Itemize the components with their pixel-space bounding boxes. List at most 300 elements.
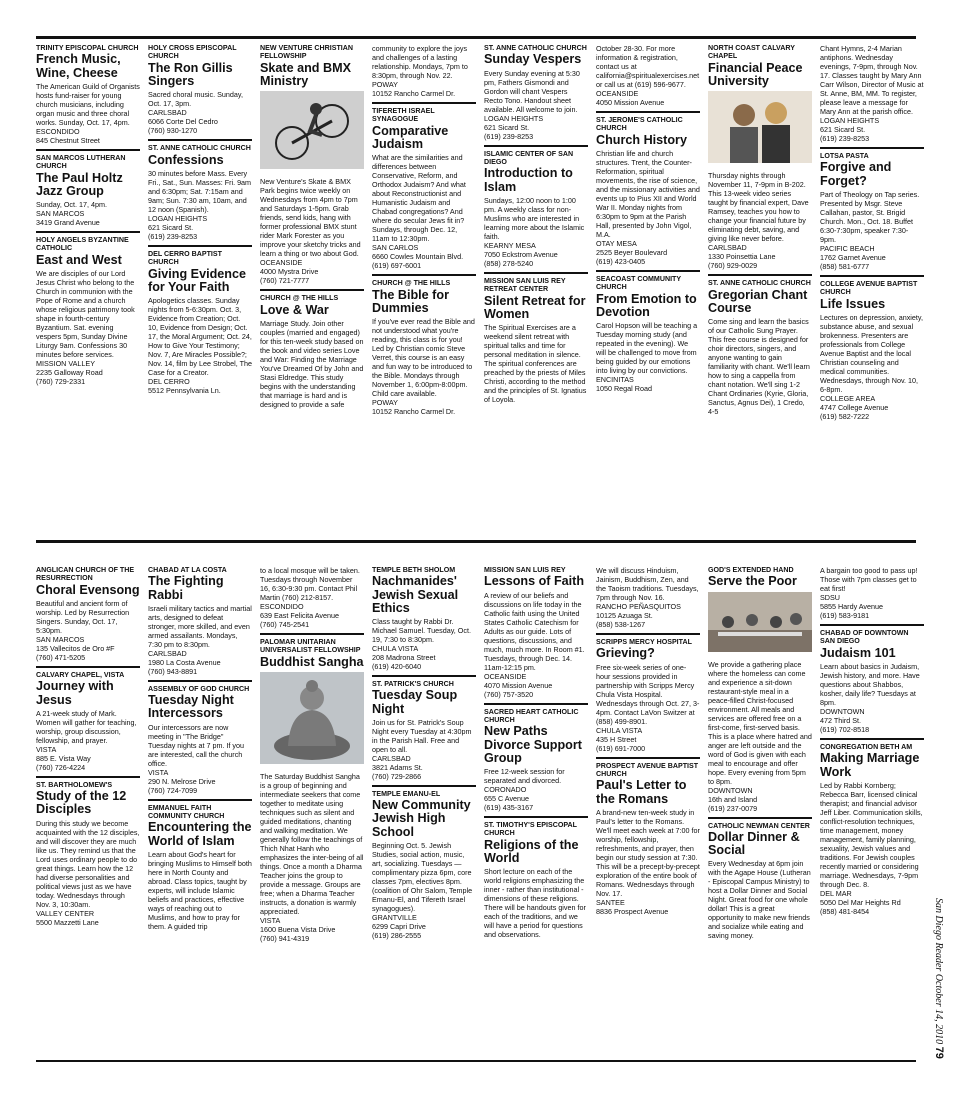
listing-organization: CATHOLIC NEWMAN CENTER	[708, 821, 810, 830]
listing-organization: CHABAD AT LA COSTA	[148, 566, 227, 574]
listing-the-bible-for-dummies	[372, 274, 476, 416]
listing-organization: MISSION SAN LUIS REY	[484, 566, 566, 574]
listing-title: The Paul Holtz Jazz Group	[36, 170, 123, 198]
listing-address-line: MISSION VALLEY	[36, 359, 95, 369]
listing-address-line: (760) 721-7777	[260, 276, 310, 286]
listing-description: Beginning Oct. 5. Jewish Studies, social action, music, art, socializing. Tuesdays — complimentary pizza 6pm, core classes 7pm, electives 8pm. (coalition of Ohr Salom, Temple Emanu-El, and Tifereth Israel synagogues).	[372, 840, 473, 913]
listing-description: Every Wednesday at 6pm join with the Agape House (Lutheran - Episcopal Campus Ministry) to host a Dollar Dinner and Social Night. Great food for one whole dollar! This is a great opportunity to make new friends and socialize while eating and saving money.	[708, 859, 811, 941]
listing-address-line: OCEANSIDE	[260, 258, 303, 268]
listing-address-line: ESCONDIDO	[260, 602, 304, 611]
top-band-rule	[36, 36, 916, 39]
listing-organization: ANGLICAN CHURCH OF THE RESURRECTION	[36, 566, 135, 583]
bottom-column-1	[36, 566, 140, 1052]
bottom-column-5	[484, 566, 588, 1052]
listing-title: Giving Evidence for Your Faith	[148, 266, 246, 294]
listing-title: New Community Jewish High School	[372, 798, 471, 839]
listing-address-line: 10152 Rancho Carmel Dr.	[372, 407, 456, 417]
listing-title: Introduction to Islam	[484, 166, 573, 194]
listing-description: Part of Theology on Tap series. Presented by Msgr. Steve Callahan, pastor, St. Brigid Church. Mon., Oct. 18. Buffet 6:30-7:30pm, speaker 7:30-9pm.	[820, 189, 920, 244]
listing-address-line: 435 H Street	[596, 734, 637, 744]
listing-organization: ST. TIMOTHY'S EPISCOPAL CHURCH	[484, 821, 577, 838]
listing-dollar-dinner-social	[708, 817, 812, 941]
listing-title: Financial Peace University	[708, 60, 803, 89]
listing-description: During this study we become acquainted with the 12 disciples, and will discover they are much like us. They remind us that the Lord uses ordinary people to do great things. Learn how the 12 had diverse personalities and political views just as we have today. Wednesdays through Nov. 3, 10:30am.	[36, 818, 140, 909]
listing-title: Silent Retreat for Women	[484, 293, 586, 321]
listing-address-line: CHULA VISTA	[372, 644, 419, 654]
listing-address-line: RANCHO PEÑASQUITOS	[596, 602, 681, 611]
listing-description: Join us for St. Patrick's Soup Night every Tuesday at 4:30pm in the Parish Hall. Free and open to all.	[372, 717, 472, 754]
listing-title: Choral Evensong	[36, 582, 140, 597]
listing-address-line: 10125 Azuaga St.	[596, 611, 653, 620]
listing-address-line: (619) 239-8253	[484, 131, 534, 141]
middle-band-rule	[36, 540, 916, 543]
dining-hall-photo	[708, 592, 812, 652]
listing-description: The Spiritual Exercises are a weekend silent retreat with spiritual talks and time for personal meditation in silence. The spiritual conferences are preached by the priests of Miles Christi, according to the method and the principles of St. Ignatius of Loyola.	[484, 323, 587, 405]
listing-study-of-the-12-disciples	[36, 776, 140, 927]
bottom-band-rule	[36, 1060, 916, 1062]
listing-life-issues	[820, 275, 924, 421]
listing-address-line: 2235 Galloway Road	[36, 368, 103, 378]
listing-description: Israeli military tactics and martial arts, designed to defeat stronger, more skilled, and even armed assailants. Mondays, 7:30 pm to 8:30pm.	[148, 603, 252, 649]
listing-title: Lessons of Faith	[484, 574, 585, 589]
listing-grieving	[596, 633, 700, 753]
listing-address-line: 5855 Hardy Avenue	[820, 602, 884, 611]
listing-journey-with-jesus	[36, 666, 140, 772]
buddha-statue-photo	[260, 672, 364, 764]
listing-title: East and West	[36, 252, 122, 267]
listing-description: Every Sunday evening at 5:30 pm, Fathers Gismondi and Gordon will chant Vespers Recto Tono. Handout sheet available. All welcome to join.	[484, 68, 580, 114]
listing-description: community to explore the joys and challenges of a lasting relationship. Mondays, 7pm to 8:30pm, through Nov. 22.	[372, 44, 468, 80]
listing-address-line: CORONADO	[484, 785, 527, 795]
listing-description: A review of our beliefs and discussions on life today in the Catholic faith using the United States Catholic Catechism for Adults as our guide. Lots of questions, discussions, and much, much more. In Room #1. Tuesdays, through Dec. 14. 11am-12:15 pm.	[484, 590, 585, 672]
listing-organization: COLLEGE AVENUE BAPTIST CHURCH	[820, 279, 918, 297]
listing-organization: EMMANUEL FAITH COMMUNITY CHURCH	[148, 803, 225, 821]
listing-address-line: (619) 702-8518	[820, 725, 870, 735]
listing-organization: NORTH COAST CALVARY CHAPEL	[708, 44, 795, 61]
listing-description: Class taught by Rabbi Dr. Michael Samuel. Tuesday, Oct. 19, 7:30 to 8:30pm.	[372, 617, 471, 645]
bottom-column-6	[596, 566, 700, 1052]
listing-description: Come sing and learn the basics of our Catholic Sung Prayer. This free course is designed for choir directors, singers, and anyone wanting to gain familiarity with chant. We'll learn how to sing a cappella from chant notation. We'll sing 1-2 Chant Ordinaries (Kyrie, Gloria, Sanctus, Agnus Dei), 1 Credo, 4-5	[708, 317, 810, 417]
listing-address-line: 7050 Eckstrom Avenue	[484, 249, 558, 259]
listing-address-line: CARLSBAD	[148, 648, 187, 658]
listing-address-line: 6066 Corte Del Cedro	[148, 117, 218, 127]
listing-description: Learn about basics in Judaism, Jewish history, and more. Have questions about Shabbos, kosher, daily life? Tuesdays at 8pm.	[820, 662, 920, 708]
listing-address-line: SAN MARCOS	[36, 209, 85, 219]
listing-address-line: CHULA VISTA	[596, 725, 643, 735]
listing-address-line: (619) 582-7222	[820, 411, 870, 421]
listing-address-line: LOGAN HEIGHTS	[148, 213, 208, 223]
listing-organization: ST. BARTHOLOMEW'S	[36, 780, 113, 789]
listing-title: Paul's Letter to the Romans	[596, 778, 687, 806]
listing-title: Study of the 12 Disciples	[36, 789, 127, 817]
listing-description: 30 minutes before Mass. Every Fri., Sat., Sun. Masses: Fri. 9am and 6:30pm; Sat. 7:15am and 9am; Sun. 7:30 am, 10am, and 12 noon (Spanish).	[148, 168, 252, 214]
listing-address-line: DOWNTOWN	[820, 707, 865, 717]
listing-comparative-judaism	[372, 102, 476, 270]
top-column-7	[708, 44, 812, 528]
listing-address-line: VISTA	[260, 916, 281, 926]
folio-page-number: 79	[933, 1046, 945, 1059]
listing-title: From Emotion to Devotion	[596, 291, 697, 320]
listing-title: Comparative Judaism	[372, 123, 449, 152]
listing-organization: LOTSA PASTA	[820, 152, 869, 160]
top-column-1	[36, 44, 140, 528]
listing-address-line: 885 E. Vista Way	[36, 753, 91, 763]
listing-silent-retreat-for-women	[484, 272, 588, 404]
listing-title: Life Issues	[820, 296, 886, 311]
folio-date: October 14, 2010	[933, 973, 944, 1045]
listing-address-line: 621 Sicard St.	[820, 125, 866, 134]
listing-organization: ST. JEROME'S CATHOLIC CHURCH	[596, 116, 683, 133]
listing-description: Free 12-week session for separated and divorced.	[484, 767, 565, 786]
listing-description: A bargain too good to pass up! Those with 7pm classes get to eat first!	[820, 566, 918, 593]
folio-publication: San Diego Reader	[933, 898, 944, 972]
listing-organization: ASSEMBLY OF GOD CHURCH	[148, 684, 250, 693]
listing-address-line: 4050 Mission Avenue	[596, 98, 665, 107]
bottom-column-4	[372, 566, 476, 1052]
listing-address-line: LOGAN HEIGHTS	[484, 113, 544, 123]
listing-the-paul-holtz-jazz-group	[36, 149, 140, 227]
listing-photo	[708, 592, 812, 657]
listing-address-line: 639 East Felicita Avenue	[260, 611, 339, 620]
listing-organization: PROSPECT AVENUE BAPTIST CHURCH	[596, 761, 699, 779]
listing-address-line: 290 N. Melrose Drive	[148, 776, 216, 786]
listing-address-line: OTAY MESA	[596, 239, 637, 249]
listing-title: Serve the Poor	[708, 574, 797, 589]
listing-address-line: 4747 College Avenue	[820, 402, 889, 412]
listing-address-line: 3821 Adams St.	[372, 762, 423, 772]
listing-buddhist-sangha	[260, 633, 364, 943]
listing-financial-peace-university	[708, 44, 812, 270]
listing-address-line: (760) 724-7099	[148, 785, 198, 795]
listing-address-line: (619) 423-0405	[596, 257, 646, 267]
listing-address-line: (619) 583-9181	[820, 611, 870, 620]
listing-address-line: (760) 729-2866	[372, 771, 422, 781]
listing-address-line: POWAY	[372, 80, 398, 89]
listing-description: Marriage Study. Join other couples (married and engaged) for this ten-week study based on the book and video series Love and War: Finding the Marriage You've Dreamed Of by John and Stasi Eldredge. This study begins with the understanding that marriage is hard and is designed to provide a safe	[260, 318, 364, 409]
listing-title: The Bible for Dummies	[372, 287, 449, 315]
listing-organization: CHABAD OF DOWNTOWN SAN DIEGO	[820, 629, 909, 646]
listing-address-line: 1330 Poinsettia Lane	[708, 252, 776, 262]
listing-address-line: COLLEGE AREA	[820, 393, 876, 403]
listing-description: Beautiful and ancient form of worship. Led by Resurrection Singers. Sunday, Oct. 17, 5:30pm.	[36, 599, 130, 636]
listing-address-line: (619) 286-2555	[372, 930, 422, 940]
listing-address-line: (858) 538-1267	[596, 620, 646, 629]
listing-description: Learn about God's heart for bringing Muslims to Himself both here in North County and abroad. Class topics, taught by experts, will include Islamic beliefs and practices, effective ways of reaching out to Muslims, and how to pray for them. A guided trip	[148, 849, 252, 931]
listing-organization: HOLY CROSS EPISCOPAL CHURCH	[148, 44, 237, 61]
listing-photo	[260, 672, 364, 769]
listing-address-line: 4070 Mission Avenue	[484, 680, 553, 690]
listing-title: Tuesday Soup Night	[372, 688, 458, 716]
listing-continued	[820, 44, 924, 143]
listing-address-line: (619) 691-7000	[596, 743, 646, 753]
listing-description: A brand-new ten-week study in Paul's letter to the Romans. We'll meet each week at 7:00 for worship, fellowship, refreshments, and prayer, then begin our study session at 7:30. This will be a precept-by-precept exploration of the entire book of Romans. Wednesdays through Nov. 17.	[596, 807, 700, 898]
top-column-5	[484, 44, 588, 528]
listing-description: Sunday, Oct. 17, 4pm.	[36, 200, 107, 210]
listing-address-line: 4000 Mystra Drive	[260, 267, 319, 277]
listing-address-line: (760) 941-4319	[260, 934, 310, 944]
listing-address-line: KEARNY MESA	[484, 240, 536, 250]
top-column-2	[148, 44, 252, 528]
listing-address-line: 5512 Pennsylvania Ln.	[148, 386, 221, 396]
listing-organization: TIFERETH ISRAEL SYNAGOGUE	[372, 107, 435, 124]
listing-description: Carol Hopson will be teaching a Tuesday morning study (and repeated in the evening). We will be challenged to move from being guided by our emotions into living by our convictions.	[596, 321, 698, 376]
listing-address-line: OCEANSIDE	[596, 89, 639, 98]
listing-encountering-the-world-of-islam	[148, 799, 252, 931]
listing-description: New Venture's Skate & BMX Park begins twice weekly on Wednesdays from 4pm to 7pm and Saturdays 1-5pm. Grab friends, send kids, hang with former professional BMX stunt rider Mark Forester as you improve your sketchy tricks and learn a thing or two about God.	[260, 177, 361, 259]
listing-religions-of-the-world	[484, 816, 588, 939]
listing-sunday-vespers	[484, 44, 588, 141]
listing-description: Sacred choral music. Sunday, Oct. 17, 3pm.	[148, 90, 243, 109]
listing-the-fighting-rabbi	[148, 566, 252, 676]
listing-title: Love & War	[260, 302, 329, 317]
listing-organization: MISSION SAN LUIS REY RETREAT CENTER	[484, 276, 566, 294]
listing-description: Sundays, 12:00 noon to 1:00 pm. A weekly class for non-Muslims who are interested in learning more about the Islamic faith.	[484, 195, 585, 241]
listing-address-line: 8836 Prospect Avenue	[596, 906, 669, 916]
listing-description: Led by Rabbi Kornberg; Rebecca Barr, licensed clinical therapist; and financial advisor Jeff Liber. Communication skills, conflict-resolution techniques, time management, money management, family planning, sexuality, Jewish values and traditions. For Jewish couples recently married or considering marriage. Wednesdays, 7-9pm through Dec. 8.	[820, 780, 923, 889]
listing-continued	[596, 44, 700, 107]
listing-photo	[708, 91, 812, 168]
listing-french-music-wine-cheese	[36, 44, 140, 145]
listing-address-line: (858) 278-5240	[484, 258, 534, 268]
listing-address-line: (760) 471-5205	[36, 653, 86, 663]
top-column-3	[260, 44, 364, 528]
listing-title: Grieving?	[596, 646, 655, 661]
listing-address-line: 3419 Grand Avenue	[36, 218, 100, 228]
bottom-column-2	[148, 566, 252, 1052]
listing-choral-evensong	[36, 566, 140, 662]
listing-address-line: ESCONDIDO	[36, 126, 80, 136]
listing-title: Buddhist Sangha	[260, 654, 364, 669]
listing-address-line: VALLEY CENTER	[36, 908, 95, 918]
listing-description: A 21-week study of Mark. Women will gather for teaching, worship, group discussion, fellowship, and prayer.	[36, 708, 137, 745]
bottom-column-8	[820, 566, 924, 1052]
listing-title: French Music, Wine, Cheese	[36, 52, 121, 80]
listing-address-line: (760) 943-8891	[148, 666, 198, 676]
listing-address-line: 655 C Avenue	[484, 794, 530, 804]
listing-title: Forgive and Forget?	[820, 160, 892, 188]
listing-giving-evidence-for-your-faith	[148, 245, 252, 395]
top-column-8	[820, 44, 924, 528]
listing-address-line: 5500 Mazzetti Lane	[36, 917, 99, 927]
bmx-rider-photo	[260, 91, 364, 169]
top-column-6	[596, 44, 700, 528]
listing-skate-and-bmx-ministry	[260, 44, 364, 285]
listing-address-line: (619) 435-3167	[484, 803, 534, 813]
listing-description: Lectures on depression, anxiety, substance abuse, and sexual brokenness. Presenters are professionals from College Avenue Baptist and the local Christian counseling and medical communities. Wednesdays, through Nov. 10, 6-8pm.	[820, 312, 923, 394]
listing-title: The Ron Gillis Singers	[148, 60, 233, 89]
listing-gregorian-chant-course	[708, 274, 812, 416]
listing-title: Confessions	[148, 152, 224, 167]
listing-organization: PALOMAR UNITARIAN UNIVERSALIST FELLOWSHIP	[260, 638, 361, 655]
listing-organization: TRINITY EPISCOPAL CHURCH	[36, 44, 139, 52]
listing-address-line: ENCINITAS	[596, 375, 634, 385]
listing-title: Skate and BMX Ministry	[260, 60, 351, 89]
listing-introduction-to-islam	[484, 145, 588, 268]
listing-title: The Fighting Rabbi	[148, 574, 224, 602]
listing-organization: ST. PATRICK'S CHURCH	[372, 680, 454, 689]
listing-address-line: LOGAN HEIGHTS	[820, 116, 880, 125]
listing-description: We provide a gathering place where the homeless can come and experience a sit-down restaurant-style meal in a peace-filled Christ-focused environment. All meals and services are offered free on a first-come, first-served basis. This is a place where hatred and anger are left outside and the word of God is given with each meal to encourage and offer hope. Every evening from 5pm to 8pm.	[708, 659, 812, 786]
listing-address-line: 2525 Beyer Boulevard	[596, 248, 668, 258]
listing-description: Free six-week series of one-hour sessions provided in partnership with Scripps Mercy Chula Vista Hospital. Wednesdays through Oct. 27, 3-4pm. Contact LaVon Switzer at (858) 499-8901.	[596, 662, 700, 726]
listing-paul-s-letter-to-the-romans	[596, 757, 700, 916]
listing-organization: SAN MARCOS LUTHERAN CHURCH	[36, 153, 126, 171]
listing-nachmanides-jewish-sexual-ethics	[372, 566, 476, 671]
listing-address-line: SDSU	[820, 593, 840, 602]
listing-address-line: 6660 Cowles Mountain Blvd.	[372, 252, 464, 262]
listing-organization: NEW VENTURE CHRISTIAN FELLOWSHIP	[260, 44, 354, 61]
listing-organization: ST. ANNE CATHOLIC CHURCH	[484, 44, 587, 52]
listing-address-line: OCEANSIDE	[484, 671, 527, 681]
listing-continued	[372, 44, 476, 98]
listing-address-line: 208 Madrona Street	[372, 653, 436, 663]
listing-title: Nachmanides' Jewish Sexual Ethics	[372, 574, 459, 615]
listing-address-line: SANTEE	[596, 897, 625, 907]
listing-address-line: (619) 239-8253	[820, 134, 870, 143]
listing-serve-the-poor	[708, 566, 812, 813]
listing-the-ron-gillis-singers	[148, 44, 252, 135]
listing-description: October 28-30. For more information & registration, contact us at california@spiritualexercises.net or call us at (619) 596-9677.	[596, 44, 700, 89]
listing-organization: CHURCH @ THE HILLS	[260, 294, 339, 303]
listing-address-line: (760) 745-2541	[260, 620, 310, 629]
listing-address-line: PACIFIC BEACH	[820, 243, 875, 253]
listing-address-line: CARLSBAD	[148, 108, 187, 118]
listing-address-line: (619) 420-6040	[372, 662, 422, 672]
listing-address-line: CARLSBAD	[372, 753, 411, 763]
listing-address-line: VISTA	[36, 744, 57, 754]
listing-address-line: (858) 581-6777	[820, 261, 870, 271]
listing-organization: DEL CERRO BAPTIST CHURCH	[148, 249, 222, 267]
listing-description: Chant Hymns, 2-4 Marian antiphons. Wednesday evenings, 7-9pm, through Nov. 17. Classes taught by Mary Ann Carr Wilson, Director of Music at St. Anne, BM, MM. To register, please leave a message for Mary Ann at the parish office.	[820, 44, 924, 116]
listing-address-line: 621 Sicard St.	[148, 222, 194, 232]
listing-address-line: POWAY	[372, 398, 398, 408]
listing-church-history	[596, 111, 700, 266]
listing-organization: GOD'S EXTENDED HAND	[708, 566, 794, 574]
listing-photo	[260, 91, 364, 174]
listing-title: Making Marriage Work	[820, 751, 920, 779]
listing-address-line: CARLSBAD	[708, 243, 747, 253]
listing-new-community-jewish-high-school	[372, 785, 476, 940]
listing-title: Encountering the World of Islam	[148, 820, 252, 848]
listing-title: Dollar Dinner & Social	[708, 830, 800, 858]
listing-organization: ISLAMIC CENTER OF SAN DIEGO	[484, 149, 574, 167]
listing-organization: CHURCH @ THE HILLS	[372, 279, 451, 288]
bottom-column-7	[708, 566, 812, 1052]
listing-title: Sunday Vespers	[484, 52, 582, 67]
listing-description: The American Guild of Organists hosts fund-raiser for young church musicians, including organ music and three choral works. Sunday, Oct. 17, 4pm.	[36, 81, 140, 127]
listing-organization: SCRIPPS MERCY HOSPITAL	[596, 638, 692, 646]
listing-address-line: 472 Third St.	[820, 716, 862, 726]
listing-description: We will discuss Hinduism, Jainism, Buddhism, Zen, and the Taoism traditions. Tuesdays, 7pm through Nov. 16.	[596, 566, 699, 602]
listing-continued	[260, 566, 364, 629]
listing-address-line: GRANTVILLE	[372, 912, 417, 922]
listing-organization: CALVARY CHAPEL, VISTA	[36, 671, 125, 680]
listing-description: What are the similarities and differences between Conservative, Reform, and Orthodox Judaism? And what about Reconstructionist and Humanistic Judaism and Chabad congregations? And where do secular Jews fit in? Sundays, through Dec. 12, 11am to 12:30pm.	[372, 153, 466, 244]
listing-organization: SEACOAST COMMUNITY CHURCH	[596, 275, 681, 292]
listing-address-line: 10152 Rancho Carmel Dr.	[372, 89, 456, 98]
listing-address-line: DOWNTOWN	[708, 785, 753, 795]
listing-description: If you've ever read the Bible and not understood what you're reading, this class is for you! Led by Christian comic Steve Verret, this course is an easy and fun way to be introduced to the Bible. Mondays through November 1, 6:00pm-8:00pm. Child care available.	[372, 317, 475, 399]
listing-description: Christian life and church structures. Trent, the Counter-Reformation, spiritual movements, the rise of science, and the missionary activities and events up to Pius XII and World War II. Monday nights from 6:30pm to 9pm at the Parish Hall, presented by John Vigol, M.A.	[596, 149, 700, 240]
listing-address-line: (619) 237-0079	[708, 803, 758, 813]
listing-making-marriage-work	[820, 738, 924, 916]
listing-address-line: SAN MARCOS	[36, 635, 85, 645]
listing-tuesday-soup-night	[372, 675, 476, 781]
listing-address-line: 1980 La Costa Avenue	[148, 657, 221, 667]
listing-love-war	[260, 289, 364, 409]
listing-address-line: 5050 Del Mar Heights Rd	[820, 897, 901, 907]
listing-continued	[820, 566, 924, 620]
listing-description: We are disciples of our Lord Jesus Christ who belong to the Church in communion with the Pope of Rome and a church whose religious patrimony took shape in fourth-century Byzantium. Sat. evening vespers 5pm, Sunday Divine Liturgy 9am. Confessions 30 minutes before services.	[36, 269, 135, 360]
listing-organization: TEMPLE BETH SHOLOM	[372, 566, 456, 574]
listing-address-line: 1050 Regal Road	[596, 384, 652, 394]
listing-description: Our intercessors are now meeting in "The Bridge" Tuesday nights at 7 pm. If you are interested, call the church office.	[148, 722, 245, 768]
listing-east-and-west	[36, 231, 140, 386]
listing-address-line: (760) 729-2331	[36, 377, 86, 387]
listing-address-line: 1600 Buena Vista Drive	[260, 925, 336, 935]
listing-title: Religions of the World	[484, 837, 579, 866]
listing-address-line: DEL CERRO	[148, 377, 190, 387]
listing-address-line: (858) 481-8454	[820, 906, 870, 916]
listing-address-line: 621 Sicard St.	[484, 122, 530, 132]
listing-title: Church History	[596, 132, 687, 147]
listing-tuesday-night-intercessors	[148, 680, 252, 795]
listing-address-line: VISTA	[148, 767, 169, 777]
listing-organization: HOLY ANGELS BYZANTINE CATHOLIC	[36, 236, 129, 253]
listing-address-line: (760) 757-3520	[484, 689, 534, 699]
listing-address-line: (760) 929-0029	[708, 261, 758, 271]
listing-description: Short lecture on each of the world religions emphasizing the inner - rather than institutional - dimensions of these religions. There will be handouts given for each of the traditions, and we will have a period for questions and observations.	[484, 867, 586, 940]
page-folio	[926, 898, 946, 1059]
top-listings-band	[36, 44, 924, 528]
listing-address-line: 1762 Garnet Avenue	[820, 252, 886, 262]
listing-address-line: DEL MAR	[820, 888, 852, 898]
listing-address-line: (619) 239-8253	[148, 231, 198, 241]
listing-organization: CONGREGATION BETH AM	[820, 743, 913, 752]
top-column-4	[372, 44, 476, 528]
bottom-column-3	[260, 566, 364, 1052]
listing-title: New Paths Divorce Support Group	[484, 724, 582, 765]
listing-new-paths-divorce-support-group	[484, 703, 588, 812]
listing-description: Thursday nights through November 11, 7-9pm in B-202. This 13-week video series taught by financial expert, Dave Ramsey, teaches you how to change your financial future by eliminating debt, saving, and giving like never before.	[708, 171, 809, 244]
listing-organization: ST. ANNE CATHOLIC CHURCH	[148, 144, 251, 153]
bottom-listings-band	[36, 566, 923, 1052]
listing-address-line: SAN CARLOS	[372, 243, 419, 253]
listing-from-emotion-to-devotion	[596, 270, 700, 393]
listing-forgive-and-forget	[820, 147, 924, 271]
listing-description: to a local mosque will be taken. Tuesdays through November 16, 6:30-9:30 pm. Contact Phil Martin (760) 212-8157.	[260, 566, 360, 602]
listing-address-line: 135 Vallecitos de Oro #F	[36, 644, 115, 654]
listing-confessions	[148, 139, 252, 241]
listing-judaism-101	[820, 624, 924, 734]
listing-organization: ST. ANNE CATHOLIC CHURCH	[708, 279, 811, 288]
listing-address-line: 845 Chestnut Street	[36, 135, 100, 145]
listing-address-line: (619) 697-6001	[372, 261, 422, 271]
listing-description: The Saturday Buddhist Sangha is a group of beginning and intermediate seekers that come together to meditate using techniques such as silent and guided meditations, chanting and walking meditation. We generally follow the teachings of Thich Nhat Hanh who emphasizes the inter-being of all things. Once a month a Dharma Teacher joins the group to provide a message. Groups are free; when a Dharma Teacher instructs, a donation is warmly appreciated.	[260, 772, 364, 917]
listing-description: Apologetics classes. Sunday nights from 5-6:30pm. Oct. 3, Evidence from Creation; Oct. 10, Evidence from Design; Oct. 17, the Moral Argument; Oct. 24, How to Give Your Testimony; Nov. 7, Are Miracles Possible?; Nov. 14, film by Lee Strobel, The Case for a Creator.	[148, 296, 252, 378]
listing-address-line: (760) 930-1270	[148, 126, 198, 136]
listing-lessons-of-faith	[484, 566, 588, 699]
listing-continued	[596, 566, 700, 629]
listing-organization: SACRED HEART CATHOLIC CHURCH	[484, 707, 579, 725]
listing-title: Gregorian Chant Course	[708, 287, 808, 315]
listing-address-line: 6299 Capri Drive	[372, 921, 426, 931]
listing-title: Journey with Jesus	[36, 679, 114, 707]
listing-organization: TEMPLE EMANU-EL	[372, 789, 441, 798]
listing-address-line: (760) 726-4224	[36, 762, 86, 772]
listing-title: Judaism 101	[820, 645, 896, 660]
listing-title: Tuesday Night Intercessors	[148, 693, 234, 721]
